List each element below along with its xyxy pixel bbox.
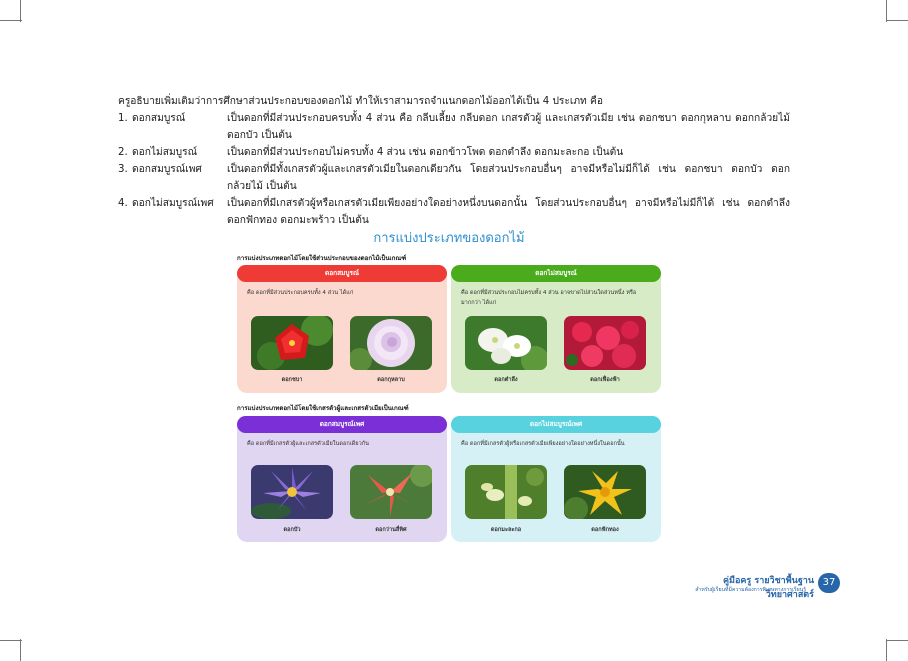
card-complete-flower xyxy=(237,265,447,393)
list-definition: เป็นดอกที่มีทั้งเกสรตัวผู้และเกสรตัวเมียในดอกเดียวกัน โดยส่วนประกอบอื่นๆ อาจมีหรือไม่มีก็ได้ เช่น ดอกชบา ดอกบัว ดอกกล้วยไม้ เป็นต้น xyxy=(227,164,790,192)
rose-photo xyxy=(350,316,432,370)
photo-caption: ดอกเฟื่องฟ้า xyxy=(590,377,620,383)
list-number: 4. xyxy=(118,198,128,209)
card-perfect-flower xyxy=(237,416,447,542)
list-number: 1. xyxy=(118,113,128,124)
photo-caption: ดอกชบา xyxy=(281,377,303,383)
crop-mark xyxy=(20,0,21,22)
crop-mark xyxy=(0,20,22,21)
list-term: ดอกไม่สมบูรณ์เพศ xyxy=(132,198,214,209)
photo-caption: ดอกว่านสี่ทิศ xyxy=(375,527,407,533)
intro-text: ครูอธิบายเพิ่มเติมว่าการศึกษาส่วนประกอบของดอกไม้ ทำให้เราสามารถจำแนกดอกไม้ออกได้เป็น 4 ประเภท คือ xyxy=(118,96,603,107)
card-header: ดอกสมบูรณ์เพศ xyxy=(237,416,447,433)
list-item xyxy=(118,144,790,161)
card-header: ดอกไม่สมบูรณ์เพศ xyxy=(451,416,661,433)
card-body xyxy=(451,282,661,393)
footer-title: คู่มือครู รายวิชาพื้นฐานวิทยาศาสตร์ xyxy=(723,576,814,600)
amaryllis-photo xyxy=(350,465,432,519)
list-definition: เป็นดอกที่มีส่วนประกอบครบทั้ง 4 ส่วน คือ กลีบเลี้ยง กลีบดอก เกสรตัวผู้ และเกสรตัวเมีย เช่น ดอกชบา ดอกกุหลาบ ดอกกล้วยไม้ ดอกบัว เป็นต้น xyxy=(227,113,790,141)
card-body xyxy=(451,433,661,542)
list-item xyxy=(118,110,790,144)
list-term: ดอกไม่สมบูรณ์ xyxy=(132,147,198,158)
footer-subtitle: สำหรับผู้เรียนที่มีความต้องการพิเศษทางการเรียนรู้ xyxy=(695,587,806,593)
papaya-flower-photo xyxy=(465,465,547,519)
photo-caption: ดอกกุหลาบ xyxy=(377,377,405,383)
hibiscus-photo xyxy=(251,316,333,370)
page-number: 37 xyxy=(818,573,840,593)
list-definition: เป็นดอกที่มีเกสรตัวผู้หรือเกสรตัวเมียเพียงอย่างใดอย่างหนึ่งบนดอกนั้น โดยส่วนประกอบอื่นๆ อาจมีหรือไม่มีก็ได้ เช่น ดอกตำลึง ดอกฟักทอง ดอกมะพร้าว เป็นต้น xyxy=(227,198,790,226)
card-body xyxy=(237,282,447,393)
intro-paragraph xyxy=(118,93,798,110)
crop-mark xyxy=(886,640,908,641)
photo-caption: ดอกมะละกอ xyxy=(490,527,522,533)
lotus-photo xyxy=(251,465,333,519)
card-imperfect-flower xyxy=(451,416,661,542)
crop-mark xyxy=(886,639,887,661)
flower-type-list xyxy=(118,110,790,229)
list-item xyxy=(118,195,790,229)
photo-caption: ดอกตำลึง xyxy=(494,377,518,383)
card-description: คือ ดอกที่มีส่วนประกอบไม่ครบทั้ง 4 ส่วน อาจขาดไปส่วนใดส่วนหนึ่ง หรือมากกว่า ได้แก่ xyxy=(461,290,637,306)
crop-mark xyxy=(0,640,22,641)
list-term: ดอกสมบูรณ์เพศ xyxy=(132,164,202,175)
list-number: 2. xyxy=(118,147,128,158)
list-term: ดอกสมบูรณ์ xyxy=(132,113,186,124)
card-description: คือ ดอกที่มีส่วนประกอบครบทั้ง 4 ส่วน ได้แก่ xyxy=(247,290,354,296)
figure-title: การแบ่งประเภทของดอกไม้ xyxy=(373,231,525,246)
card-header: ดอกสมบูรณ์ xyxy=(237,265,447,282)
photo-caption: ดอกบัว xyxy=(283,527,301,533)
card-description: คือ ดอกที่มีเกสรตัวผู้และเกสรตัวเมียในดอกเดียวกัน xyxy=(247,441,369,447)
crop-mark xyxy=(886,20,908,21)
crop-mark xyxy=(886,0,887,22)
pumpkin-flower-photo xyxy=(564,465,646,519)
bougainvillea-photo xyxy=(564,316,646,370)
card-incomplete-flower xyxy=(451,265,661,393)
card-body xyxy=(237,433,447,542)
crop-mark xyxy=(20,639,21,661)
list-number: 3. xyxy=(118,164,128,175)
list-item xyxy=(118,161,790,195)
section-label-sex: การแบ่งประเภทดอกไม้โดยใช้เกสรตัวผู้และเกสรตัวเมียเป็นเกณฑ์ xyxy=(237,405,409,412)
photo-caption: ดอกฟักทอง xyxy=(591,527,619,533)
card-header: ดอกไม่สมบูรณ์ xyxy=(451,265,661,282)
list-definition: เป็นดอกที่มีส่วนประกอบไม่ครบทั้ง 4 ส่วน เช่น ดอกข้าวโพด ดอกตำลึง ดอกมะละกอ เป็นต้น xyxy=(227,147,624,158)
card-description: คือ ดอกที่มีเกสรตัวผู้หรือเกสรตัวเมียเพียงอย่างใดอย่างหนึ่งในดอกนั้น xyxy=(461,441,625,447)
section-label-parts: การแบ่งประเภทดอกไม้โดยใช้ส่วนประกอบของดอกไม้เป็นเกณฑ์ xyxy=(237,255,407,262)
ivy-gourd-photo xyxy=(465,316,547,370)
